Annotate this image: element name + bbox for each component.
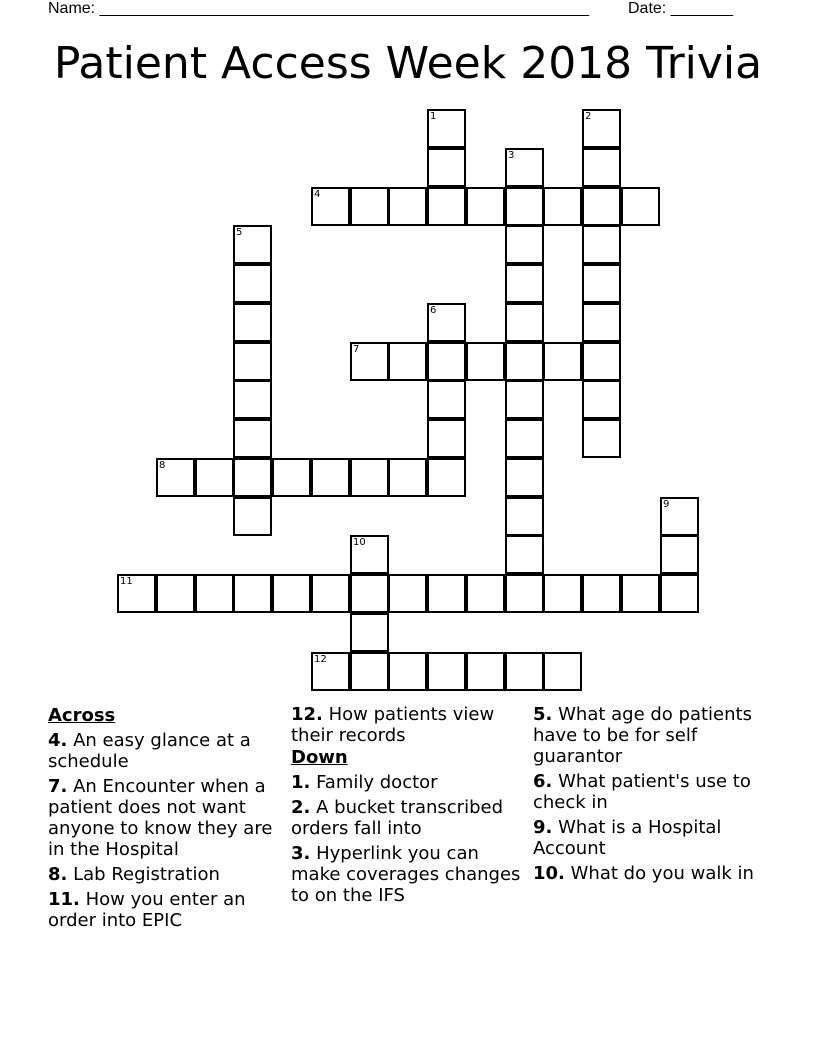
crossword-cell[interactable] [543, 574, 582, 613]
crossword-cell[interactable] [427, 303, 466, 342]
clue-text: What is a Hospital Account [533, 817, 722, 859]
crossword-cell[interactable] [427, 419, 466, 458]
cell-number: 4 [314, 189, 321, 200]
crossword-cell[interactable] [427, 148, 466, 187]
cell-number: 8 [159, 460, 166, 471]
crossword-cell[interactable] [582, 303, 621, 342]
clue-text: What do you walk in [570, 863, 754, 884]
clue-number: 5. [533, 704, 553, 725]
clue-text: How you enter an order into EPIC [48, 889, 246, 931]
crossword-cell[interactable] [505, 303, 544, 342]
crossword-cell[interactable] [505, 574, 544, 613]
clue-number: 6. [533, 771, 553, 792]
clue-text: An Encounter when a patient does not want anyone to know they are in the Hospital [48, 776, 273, 860]
clue-number: 9. [533, 817, 553, 838]
down-clue-1 [291, 772, 523, 793]
down-clue-5 [533, 704, 765, 767]
crossword-cell[interactable] [350, 187, 389, 226]
crossword-cell[interactable] [505, 148, 544, 187]
crossword-cell[interactable] [350, 458, 389, 497]
crossword-cell[interactable] [466, 187, 505, 226]
across-clue-4 [48, 730, 280, 772]
crossword-cell[interactable] [427, 652, 466, 691]
across-clue-8 [48, 864, 280, 885]
cell-number: 9 [663, 499, 670, 510]
crossword-cell[interactable] [505, 652, 544, 691]
across-clue-11 [48, 889, 280, 931]
cell-number: 11 [120, 576, 133, 587]
crossword-cell[interactable] [427, 380, 466, 419]
cell-number: 3 [508, 150, 515, 161]
down-clue-2 [291, 797, 523, 839]
cell-number: 2 [585, 111, 592, 122]
clue-text: What patient's use to check in [533, 771, 751, 813]
clue-text: An easy glance at a schedule [48, 730, 251, 772]
crossword-cell[interactable] [621, 574, 660, 613]
crossword-cell[interactable] [505, 225, 544, 264]
across-heading: Across [48, 705, 116, 726]
cell-number: 6 [430, 305, 437, 316]
clue-number: 10. [533, 863, 565, 884]
crossword-cell[interactable] [311, 458, 350, 497]
across-clue-7 [48, 776, 280, 860]
clue-number: 3. [291, 843, 311, 864]
crossword-cell[interactable] [582, 380, 621, 419]
crossword-cell[interactable] [195, 458, 234, 497]
crossword-cell[interactable] [505, 497, 544, 536]
crossword-cell[interactable] [233, 419, 272, 458]
clue-column-3 [533, 704, 765, 884]
crossword-cell[interactable] [350, 652, 389, 691]
down-heading: Down [291, 747, 348, 768]
crossword-cell[interactable] [582, 148, 621, 187]
crossword-cell[interactable] [272, 458, 311, 497]
clue-number: 7. [48, 776, 68, 797]
crossword-cell[interactable] [505, 187, 544, 226]
crossword-cell[interactable] [350, 535, 389, 574]
down-clue-6 [533, 771, 765, 813]
clue-text: Hyperlink you can make coverages changes to on the IFS [291, 843, 521, 906]
crossword-cell[interactable] [660, 497, 699, 536]
cell-number: 7 [353, 344, 360, 355]
clue-text: A bucket transcribed orders fall into [291, 797, 504, 839]
cell-number: 5 [236, 227, 243, 238]
crossword-cell[interactable] [582, 419, 621, 458]
clue-text: Family doctor [316, 772, 438, 793]
crossword-cell[interactable] [311, 187, 350, 226]
crossword-cell[interactable] [427, 187, 466, 226]
cell-number: 1 [430, 111, 437, 122]
puzzle-title: Patient Access Week 2018 Trivia [53, 38, 763, 89]
crossword-cell[interactable] [311, 652, 350, 691]
crossword-cell[interactable] [233, 225, 272, 264]
crossword-cell[interactable] [543, 187, 582, 226]
cell-number: 12 [314, 654, 327, 665]
crossword-cell[interactable] [582, 342, 621, 381]
clue-column-1 [48, 704, 280, 931]
crossword-cell[interactable] [233, 342, 272, 381]
clue-text: How patients view their records [291, 704, 495, 746]
crossword-cell[interactable] [505, 342, 544, 381]
crossword-cell[interactable] [582, 187, 621, 226]
clue-number: 2. [291, 797, 311, 818]
crossword-cell[interactable] [505, 419, 544, 458]
crossword-cell[interactable] [660, 574, 699, 613]
crossword-cell[interactable] [156, 574, 195, 613]
crossword-cell[interactable] [466, 652, 505, 691]
crossword-cell[interactable] [582, 574, 621, 613]
crossword-cell[interactable] [156, 458, 195, 497]
across-clue-12 [291, 704, 523, 746]
crossword-cell[interactable] [388, 187, 427, 226]
crossword-cell[interactable] [233, 574, 272, 613]
date-field: Date: _______ [628, 0, 733, 17]
clue-number: 12. [291, 704, 323, 725]
clue-column-2 [291, 704, 523, 906]
name-field: Name: _______________________________________________________ [48, 0, 589, 17]
down-clue-3 [291, 843, 523, 906]
crossword-cell[interactable] [388, 342, 427, 381]
crossword-cell[interactable] [427, 574, 466, 613]
crossword-cell[interactable] [660, 535, 699, 574]
crossword-cell[interactable] [388, 574, 427, 613]
crossword-cell[interactable] [505, 264, 544, 303]
crossword-cell[interactable] [427, 342, 466, 381]
crossword-cell[interactable] [388, 458, 427, 497]
crossword-cell[interactable] [233, 380, 272, 419]
crossword-cell[interactable] [582, 264, 621, 303]
clue-text: What age do patients have to be for self guarantor [533, 704, 752, 767]
crossword-cell[interactable] [195, 574, 234, 613]
crossword-cell[interactable] [311, 574, 350, 613]
crossword-cell[interactable] [350, 342, 389, 381]
crossword-cell[interactable] [272, 574, 311, 613]
crossword-cell[interactable] [505, 380, 544, 419]
clue-number: 11. [48, 889, 80, 910]
crossword-cell[interactable] [582, 225, 621, 264]
clue-number: 1. [291, 772, 311, 793]
crossword-cell[interactable] [582, 109, 621, 148]
clue-number: 8. [48, 864, 68, 885]
crossword-cell[interactable] [233, 264, 272, 303]
crossword-cell[interactable] [233, 497, 272, 536]
cell-number: 10 [353, 537, 366, 548]
crossword-cell[interactable] [350, 574, 389, 613]
crossword-cell[interactable] [621, 187, 660, 226]
crossword-cell[interactable] [466, 342, 505, 381]
down-clue-10 [533, 863, 765, 884]
clue-text: Lab Registration [73, 864, 220, 885]
crossword-cell[interactable] [505, 535, 544, 574]
crossword-cell[interactable] [466, 574, 505, 613]
down-clue-9 [533, 817, 765, 859]
clue-number: 4. [48, 730, 68, 751]
crossword-cell[interactable] [427, 458, 466, 497]
crossword-cell[interactable] [543, 342, 582, 381]
crossword-cell[interactable] [388, 652, 427, 691]
crossword-cell[interactable] [233, 303, 272, 342]
crossword-cell[interactable] [505, 458, 544, 497]
crossword-cell[interactable] [350, 613, 389, 652]
crossword-cell[interactable] [427, 109, 466, 148]
crossword-cell[interactable] [117, 574, 156, 613]
crossword-cell[interactable] [233, 458, 272, 497]
crossword-cell[interactable] [543, 652, 582, 691]
